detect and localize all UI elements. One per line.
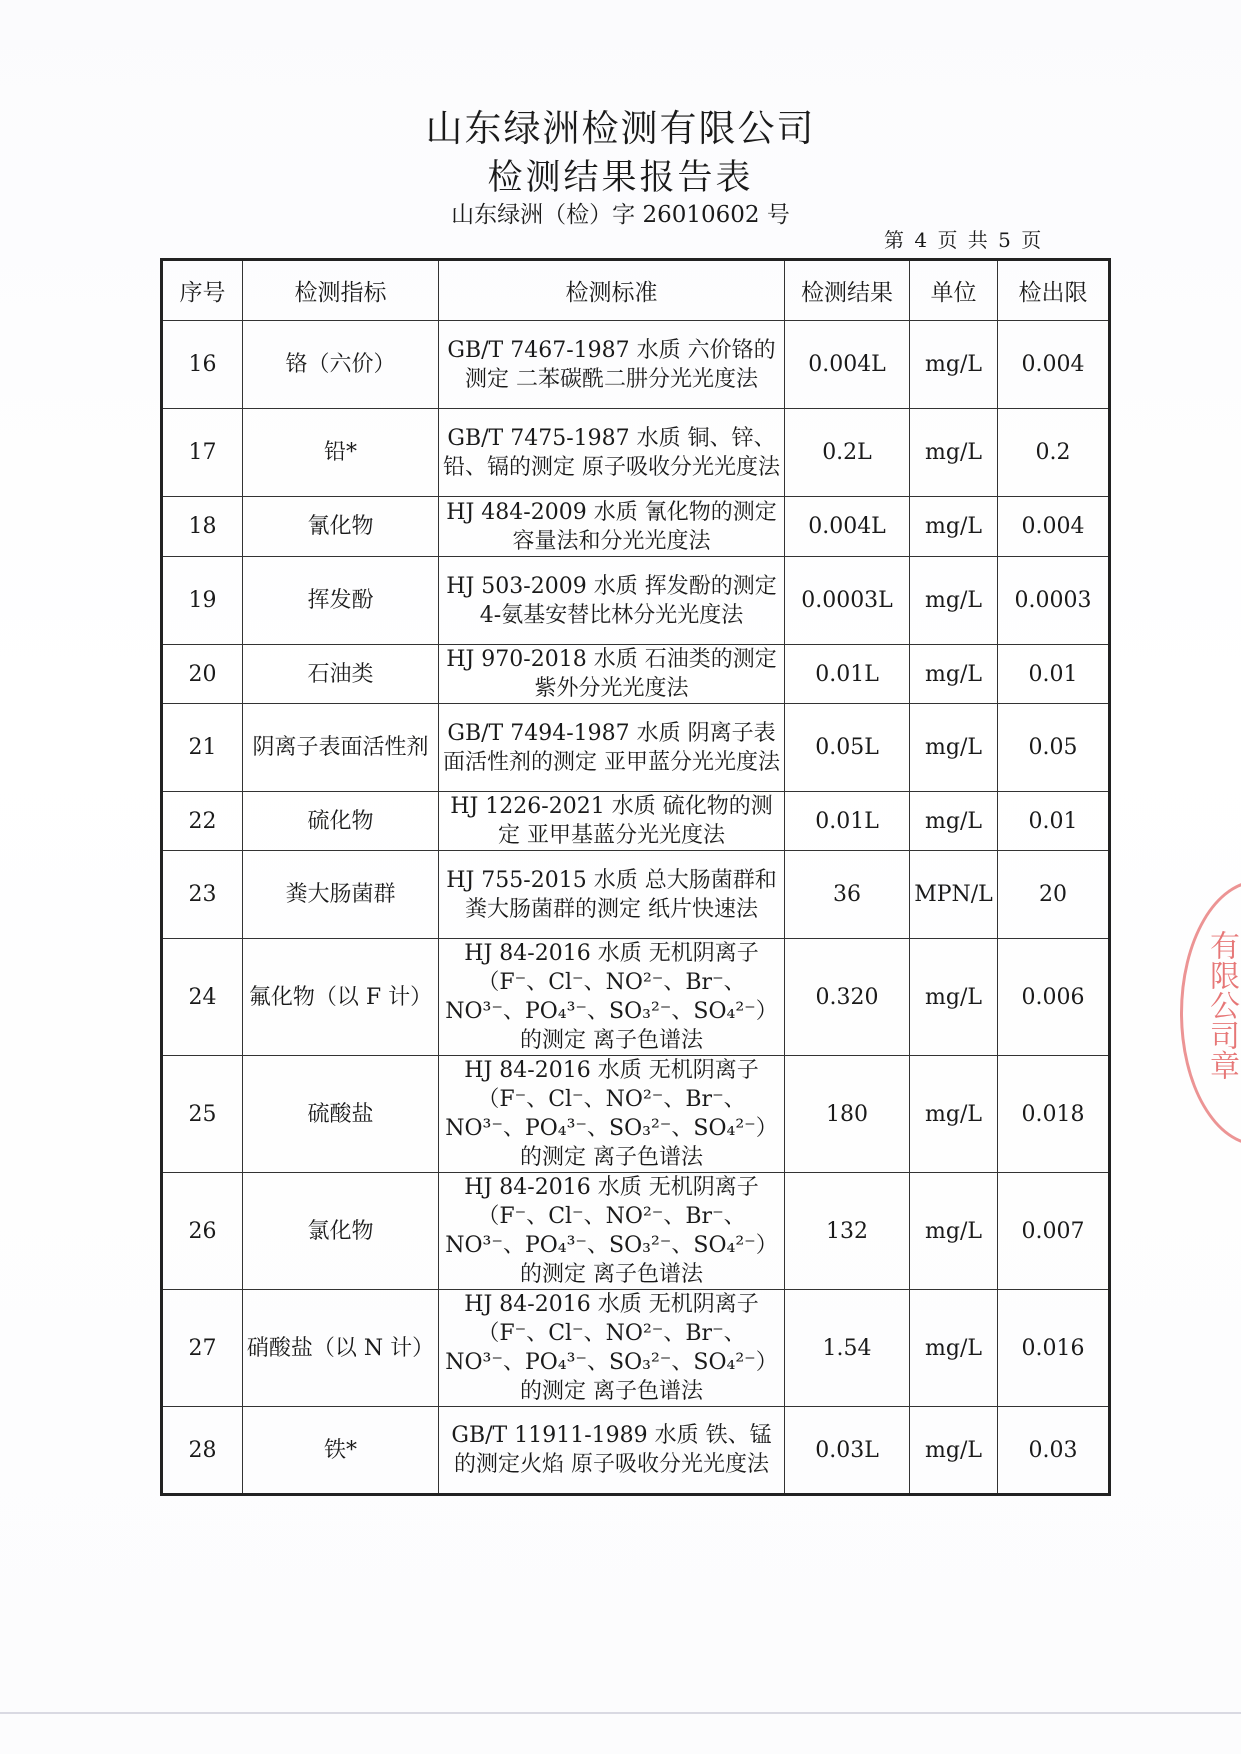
table-row bbox=[162, 557, 1110, 645]
table-row bbox=[162, 321, 1110, 409]
row-number-cell: 26 bbox=[162, 1173, 243, 1290]
row-number-cell: 20 bbox=[162, 645, 243, 704]
document-number: 山东绿洲（检）字 26010602 号 bbox=[451, 202, 790, 228]
indicator-cell: 铁* bbox=[243, 1407, 439, 1495]
result-cell: 0.2L bbox=[785, 409, 910, 497]
result-cell: 0.0003L bbox=[785, 557, 910, 645]
unit-cell: mg/L bbox=[910, 704, 998, 792]
report-title: 检测结果报告表 bbox=[487, 158, 754, 198]
unit-cell: mg/L bbox=[910, 1173, 998, 1290]
unit-cell: mg/L bbox=[910, 792, 998, 851]
limit-cell: 0.004 bbox=[998, 497, 1110, 557]
standard-cell: GB/T 7475-1987 水质 铜、锌、铅、镉的测定 原子吸收分光光度法 bbox=[439, 409, 785, 497]
indicator-cell: 氰化物 bbox=[243, 497, 439, 557]
result-cell: 36 bbox=[785, 851, 910, 939]
limit-cell: 0.016 bbox=[998, 1290, 1110, 1407]
table-row bbox=[162, 1056, 1110, 1173]
result-cell: 0.01L bbox=[785, 645, 910, 704]
table-row bbox=[162, 939, 1110, 1056]
indicator-cell: 挥发酚 bbox=[243, 557, 439, 645]
limit-cell: 0.01 bbox=[998, 645, 1110, 704]
row-number-cell: 22 bbox=[162, 792, 243, 851]
table-header-row bbox=[162, 260, 1110, 321]
indicator-cell: 铬（六价） bbox=[243, 321, 439, 409]
standard-cell: HJ 84-2016 水质 无机阴离子（F⁻、Cl⁻、NO²⁻、Br⁻、NO³⁻、PO₄³⁻、SO₃²⁻、SO₄²⁻）的测定 离子色谱法 bbox=[439, 1173, 785, 1290]
column-header: 序号 bbox=[162, 260, 243, 321]
results-table bbox=[160, 258, 1111, 1496]
column-header: 单位 bbox=[910, 260, 998, 321]
page-indicator: 第 4 页 共 5 页 bbox=[884, 228, 1044, 252]
limit-cell: 0.2 bbox=[998, 409, 1110, 497]
table-row bbox=[162, 497, 1110, 557]
unit-cell: mg/L bbox=[910, 939, 998, 1056]
column-header: 检测指标 bbox=[243, 260, 439, 321]
table-row bbox=[162, 1290, 1110, 1407]
page-bottom-edge bbox=[0, 1712, 1241, 1714]
table-row bbox=[162, 1407, 1110, 1495]
row-number-cell: 23 bbox=[162, 851, 243, 939]
standard-cell: HJ 503-2009 水质 挥发酚的测定 4-氨基安替比林分光光度法 bbox=[439, 557, 785, 645]
row-number-cell: 19 bbox=[162, 557, 243, 645]
indicator-cell: 粪大肠菌群 bbox=[243, 851, 439, 939]
unit-cell: mg/L bbox=[910, 557, 998, 645]
table-row bbox=[162, 851, 1110, 939]
result-cell: 0.004L bbox=[785, 321, 910, 409]
unit-cell: mg/L bbox=[910, 497, 998, 557]
company-seal-text: 有限公司章 bbox=[1204, 930, 1239, 1080]
unit-cell: mg/L bbox=[910, 409, 998, 497]
standard-cell: HJ 84-2016 水质 无机阴离子（F⁻、Cl⁻、NO²⁻、Br⁻、NO³⁻、PO₄³⁻、SO₃²⁻、SO₄²⁻）的测定 离子色谱法 bbox=[439, 1056, 785, 1173]
indicator-cell: 氟化物（以 F 计） bbox=[243, 939, 439, 1056]
standard-cell: HJ 484-2009 水质 氰化物的测定 容量法和分光光度法 bbox=[439, 497, 785, 557]
indicator-cell: 阴离子表面活性剂 bbox=[243, 704, 439, 792]
row-number-cell: 24 bbox=[162, 939, 243, 1056]
standard-cell: HJ 970-2018 水质 石油类的测定 紫外分光光度法 bbox=[439, 645, 785, 704]
row-number-cell: 27 bbox=[162, 1290, 243, 1407]
result-cell: 132 bbox=[785, 1173, 910, 1290]
standard-cell: HJ 755-2015 水质 总大肠菌群和粪大肠菌群的测定 纸片快速法 bbox=[439, 851, 785, 939]
row-number-cell: 21 bbox=[162, 704, 243, 792]
result-cell: 0.004L bbox=[785, 497, 910, 557]
indicator-cell: 硫酸盐 bbox=[243, 1056, 439, 1173]
table-row bbox=[162, 645, 1110, 704]
standard-cell: GB/T 11911-1989 水质 铁、锰的测定火焰 原子吸收分光光度法 bbox=[439, 1407, 785, 1495]
indicator-cell: 硫化物 bbox=[243, 792, 439, 851]
unit-cell: mg/L bbox=[910, 1407, 998, 1495]
unit-cell: mg/L bbox=[910, 321, 998, 409]
indicator-cell: 铅* bbox=[243, 409, 439, 497]
limit-cell: 0.0003 bbox=[998, 557, 1110, 645]
result-cell: 0.03L bbox=[785, 1407, 910, 1495]
row-number-cell: 28 bbox=[162, 1407, 243, 1495]
indicator-cell: 氯化物 bbox=[243, 1173, 439, 1290]
indicator-cell: 硝酸盐（以 N 计） bbox=[243, 1290, 439, 1407]
indicator-cell: 石油类 bbox=[243, 645, 439, 704]
table-row bbox=[162, 1173, 1110, 1290]
result-cell: 0.05L bbox=[785, 704, 910, 792]
row-number-cell: 16 bbox=[162, 321, 243, 409]
standard-cell: GB/T 7467-1987 水质 六价铬的测定 二苯碳酰二肼分光光度法 bbox=[439, 321, 785, 409]
table-row bbox=[162, 704, 1110, 792]
standard-cell: HJ 84-2016 水质 无机阴离子（F⁻、Cl⁻、NO²⁻、Br⁻、NO³⁻、PO₄³⁻、SO₃²⁻、SO₄²⁻）的测定 离子色谱法 bbox=[439, 1290, 785, 1407]
unit-cell: mg/L bbox=[910, 645, 998, 704]
table-row bbox=[162, 792, 1110, 851]
limit-cell: 20 bbox=[998, 851, 1110, 939]
limit-cell: 0.006 bbox=[998, 939, 1110, 1056]
column-header: 检测结果 bbox=[785, 260, 910, 321]
unit-cell: MPN/L bbox=[910, 851, 998, 939]
limit-cell: 0.004 bbox=[998, 321, 1110, 409]
result-cell: 180 bbox=[785, 1056, 910, 1173]
result-cell: 1.54 bbox=[785, 1290, 910, 1407]
column-header: 检出限 bbox=[998, 260, 1110, 321]
result-cell: 0.01L bbox=[785, 792, 910, 851]
limit-cell: 0.007 bbox=[998, 1173, 1110, 1290]
table-row bbox=[162, 409, 1110, 497]
result-cell: 0.320 bbox=[785, 939, 910, 1056]
row-number-cell: 18 bbox=[162, 497, 243, 557]
company-name: 山东绿洲检测有限公司 bbox=[425, 107, 816, 150]
column-header: 检测标准 bbox=[439, 260, 785, 321]
limit-cell: 0.05 bbox=[998, 704, 1110, 792]
unit-cell: mg/L bbox=[910, 1056, 998, 1173]
standard-cell: GB/T 7494-1987 水质 阴离子表面活性剂的测定 亚甲蓝分光光度法 bbox=[439, 704, 785, 792]
limit-cell: 0.03 bbox=[998, 1407, 1110, 1495]
limit-cell: 0.01 bbox=[998, 792, 1110, 851]
table-body bbox=[162, 321, 1110, 1495]
row-number-cell: 25 bbox=[162, 1056, 243, 1173]
unit-cell: mg/L bbox=[910, 1290, 998, 1407]
row-number-cell: 17 bbox=[162, 409, 243, 497]
limit-cell: 0.018 bbox=[998, 1056, 1110, 1173]
standard-cell: HJ 1226-2021 水质 硫化物的测定 亚甲基蓝分光光度法 bbox=[439, 792, 785, 851]
standard-cell: HJ 84-2016 水质 无机阴离子（F⁻、Cl⁻、NO²⁻、Br⁻、NO³⁻、PO₄³⁻、SO₃²⁻、SO₄²⁻）的测定 离子色谱法 bbox=[439, 939, 785, 1056]
